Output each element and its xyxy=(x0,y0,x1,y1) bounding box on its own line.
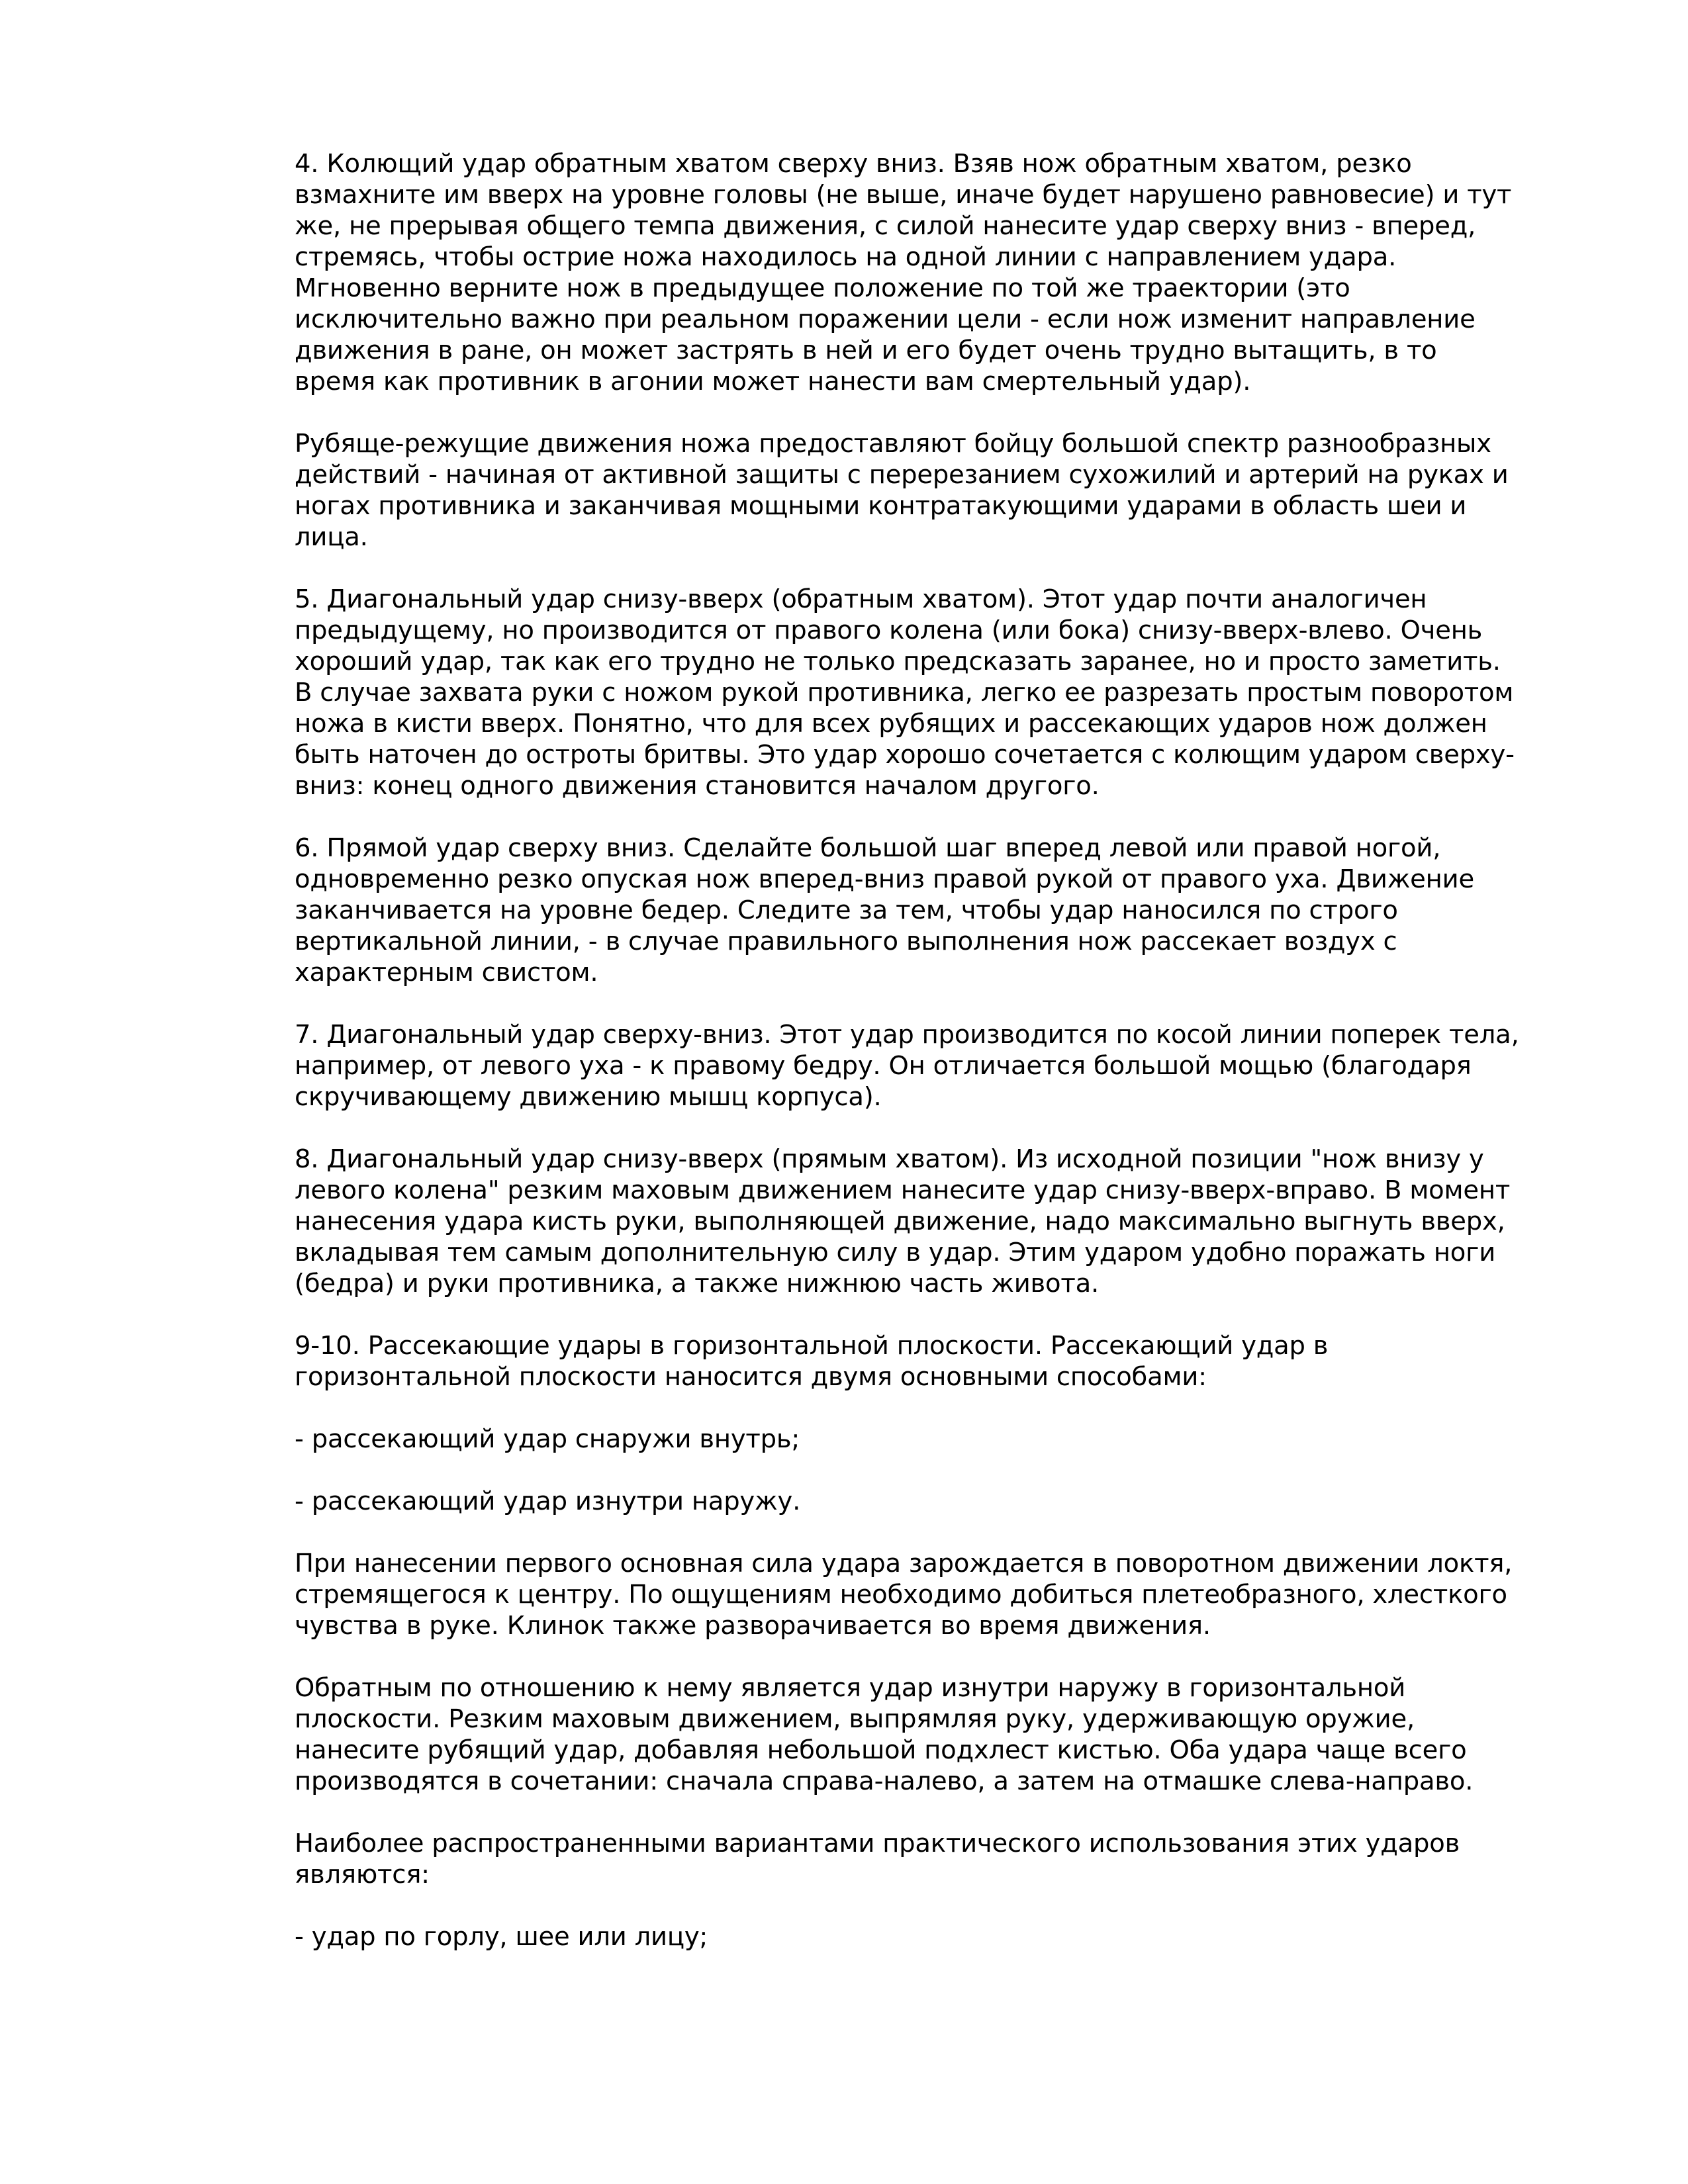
document-page xyxy=(295,148,1519,1983)
paragraph-reverse-strike: Обратным по отношению к нему является удар изнутри наружу в горизонтальной плоскости. Резким маховым движением, выпрямляя руку, удерживающую оружие, нанесите рубящий удар, добавляя небольшой подхлест кистью. Оба удара чаще всего производятся в сочетании: сначала справа-налево, а затем на отмашке слева-направо. xyxy=(295,1673,1474,1796)
paragraph-strike-5: 5. Диагональный удар снизу-вверх (обратным хватом). Этот удар почти аналогичен предыдущему, но производится от правого колена (или бока) снизу-вверх-влево. Очень хороший удар, так как его трудно не только предсказать заранее, но и просто заметить. В случае захвата руки с ножом рукой противника, легко ее разрезать простым поворотом ножа в кисти вверх. Понятно, что для всех рубящих и рассекающих ударов нож должен быть наточен до остроты бритвы. Это удар хорошо сочетается с колющим ударом сверху-вниз: конец одного движения становится началом другого. xyxy=(295,584,1515,801)
paragraph-strike-6: 6. Прямой удар сверху вниз. Сделайте большой шаг вперед левой или правой ногой, одновременно резко опуская нож вперед-вниз правой рукой от правого уха. Движение заканчивается на уровне бедер. Следите за тем, чтобы удар наносился по строго вертикальной линии, - в случае правильного выполнения нож рассекает воздух с характерным свистом. xyxy=(295,833,1474,987)
list-item-outside-in: - рассекающий удар снаружи внутрь; xyxy=(295,1424,800,1454)
paragraph-common-uses: Наиболее распространенными вариантами практического использования этих ударов являются: xyxy=(295,1829,1460,1889)
list-item-throat-neck-face: - удар по горлу, шее или лицу; xyxy=(295,1922,708,1952)
paragraph-strike-8: 8. Диагональный удар снизу-вверх (прямым хватом). Из исходной позиции "нож внизу у левого колена" резким маховым движением нанесите удар снизу-вверх-вправо. В момент нанесения удара кисть руки, выполняющей движение, надо максимально выгнуть вверх, вкладывая тем самым дополнительную силу в удар. Этим ударом удобно поражать ноги (бедра) и руки противника, а также нижнюю часть живота. xyxy=(295,1144,1511,1298)
list-item-inside-out: - рассекающий удар изнутри наружу. xyxy=(295,1486,801,1516)
paragraph-first-strike: При нанесении первого основная сила удара зарождается в поворотном движении локтя, стремящегося к центру. По ощущениям необходимо добиться плетеобразного, хлесткого чувства в руке. Клинок также разворачивается во время движения. xyxy=(295,1549,1513,1641)
paragraph-strike-7: 7. Диагональный удар сверху-вниз. Этот удар производится по косой линии поперек тела, например, от левого уха - к правому бедру. Он отличается большой мощью (благодаря скручивающему движению мышц корпуса). xyxy=(295,1020,1519,1112)
paragraph-cutting-movements: Рубяще-режущие движения ножа предоставляют бойцу большой спектр разнообразных действий - начиная от активной защиты с перерезанием сухожилий и артерий на руках и ногах противника и заканчивая мощными контратакующими ударами в область шеи и лица. xyxy=(295,429,1509,552)
paragraph-strike-9-10: 9-10. Рассекающие удары в горизонтальной плоскости. Рассекающий удар в горизонтальной плоскости наносится двумя основными способами: xyxy=(295,1331,1329,1392)
paragraph-strike-4: 4. Колющий удар обратным хватом сверху вниз. Взяв нож обратным хватом, резко взмахните им вверх на уровне головы (не выше, иначе будет нарушено равновесие) и тут же, не прерывая общего темпа движения, с силой нанесите удар сверху вниз - вперед, стремясь, чтобы острие ножа находилось на одной линии с направлением удара. Мгновенно верните нож в предыдущее положение по той же траектории (это исключительно важно при реальном поражении цели - если нож изменит направление движения в ране, он может застрять в ней и его будет очень трудно вытащить, в то время как противник в агонии может нанести вам смертельный удар). xyxy=(295,149,1512,396)
